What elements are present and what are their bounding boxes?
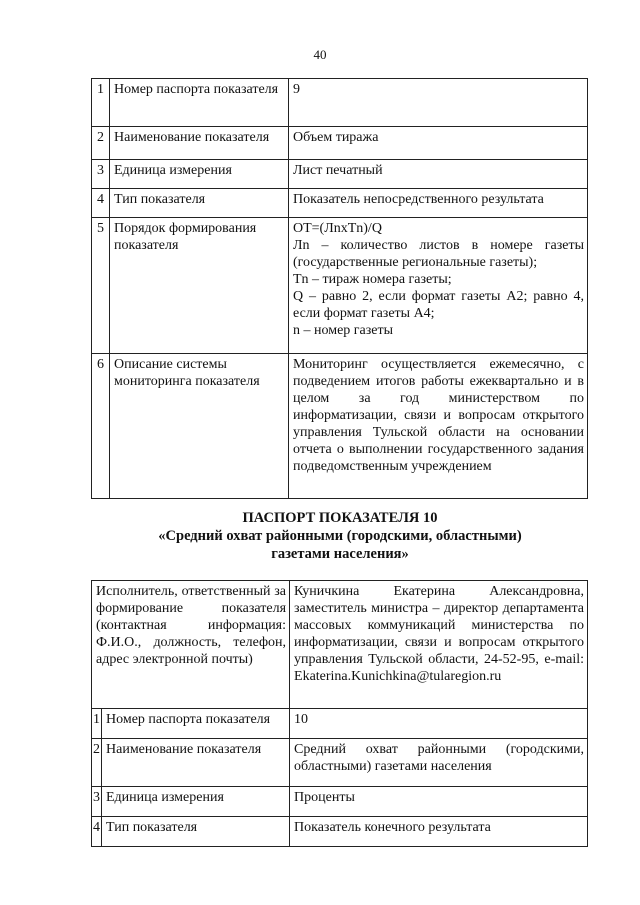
row-value: 9	[289, 79, 588, 127]
table-row	[92, 739, 588, 787]
responsible-contact: Куничкина Екатерина Александровна, заместитель министра – директор департамента массовых коммуникаций министерства по информатизации, связи и вопросам открытого управления Тульской области, 24-52-95, e-mail: Ekaterina.Kunichkina@tularegion.ru	[290, 581, 588, 709]
row-label: Наименование показателя	[110, 127, 289, 160]
row-value: 10	[290, 709, 588, 739]
row-number: 2	[92, 127, 110, 160]
formula-line: Лn – количество листов в номере газеты (государственные региональные газеты);	[293, 238, 584, 270]
table-row	[92, 581, 588, 709]
indicator-10-table	[91, 580, 588, 847]
row-label: Номер паспорта показателя	[102, 709, 290, 739]
row-label: Описание системы мониторинга показателя	[110, 354, 289, 499]
formula-line: ОТ=(ЛnxТn)/Q	[293, 221, 382, 236]
row-label: Единица измерения	[110, 160, 289, 189]
row-value: Показатель конечного результата	[290, 817, 588, 847]
heading-subtitle-line: газетами населения»	[271, 546, 409, 562]
monitoring-description: Мониторинг осуществляется ежемесячно, с подведением итогов работы ежеквартально и в целом за год министерством по информатизации, связи и вопросам открытого управления Тульской области на основании отчета о выполнении государственного задания подведомственным учреждением	[289, 354, 588, 499]
row-value: Средний охват районными (городскими, областными) газетами населения	[290, 739, 588, 787]
passport-10-heading	[90, 509, 590, 563]
row-value: Показатель непосредственного результата	[289, 189, 588, 218]
indicator-9-table	[91, 78, 588, 499]
page-number: 40	[313, 47, 327, 62]
formula-line: n – номер газеты	[293, 323, 394, 338]
row-number: 1	[92, 709, 102, 739]
heading-title: ПАСПОРТ ПОКАЗАТЕЛЯ 10	[242, 510, 438, 526]
row-value: Объем тиража	[289, 127, 588, 160]
table-row	[92, 189, 588, 218]
row-value: Проценты	[290, 787, 588, 817]
table-row	[92, 354, 588, 499]
row-number: 4	[92, 817, 102, 847]
row-number: 5	[92, 218, 110, 354]
table-row	[92, 160, 588, 189]
formula-line: Q – равно 2, если формат газеты А2; равно 4, если формат газеты А4;	[293, 289, 584, 321]
row-number: 2	[92, 739, 102, 787]
responsible-label: Исполнитель, ответственный за формирование показателя (контактная информация: Ф.И.О., должность, телефон, адрес электронной почты)	[92, 581, 290, 709]
table-row	[92, 127, 588, 160]
row-label: Наименование показателя	[102, 739, 290, 787]
table-row	[92, 709, 588, 739]
heading-subtitle-line: «Средний охват районными (городскими, областными)	[158, 528, 522, 544]
formula-cell	[289, 218, 588, 354]
row-value: Лист печатный	[289, 160, 588, 189]
table-row	[92, 218, 588, 354]
row-number: 3	[92, 160, 110, 189]
row-label: Номер паспорта показателя	[110, 79, 289, 127]
row-label: Порядок формирования показателя	[110, 218, 289, 354]
row-number: 3	[92, 787, 102, 817]
table-row	[92, 787, 588, 817]
row-number: 1	[92, 79, 110, 127]
row-number: 4	[92, 189, 110, 218]
row-number: 6	[92, 354, 110, 499]
row-label: Тип показателя	[110, 189, 289, 218]
row-label: Единица измерения	[102, 787, 290, 817]
table-row	[92, 817, 588, 847]
row-label: Тип показателя	[102, 817, 290, 847]
formula-line: Тn – тираж номера газеты;	[293, 272, 452, 287]
table-row	[92, 79, 588, 127]
